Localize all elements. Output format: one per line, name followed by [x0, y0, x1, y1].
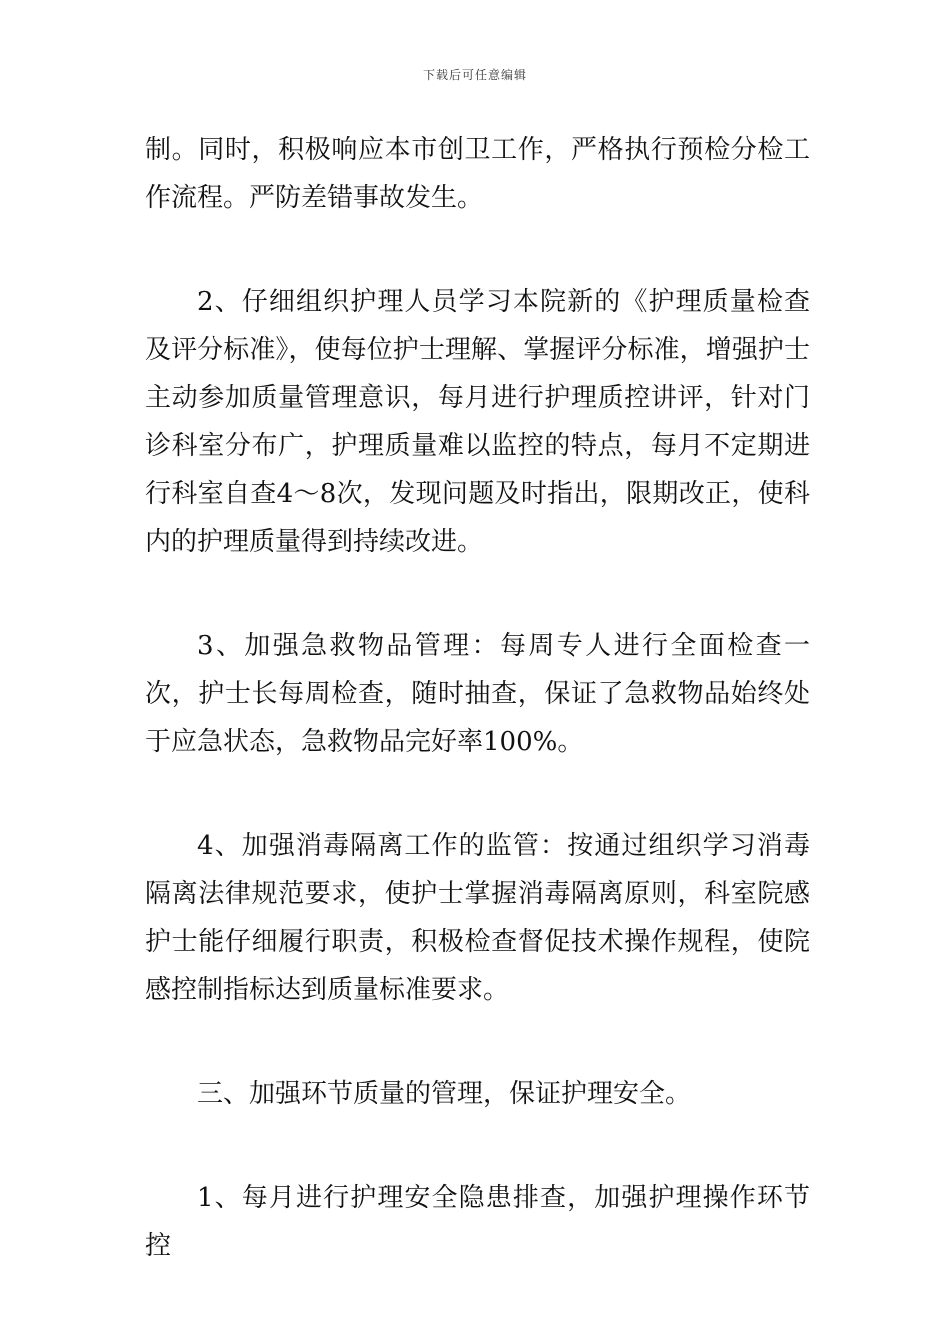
page-header: 下载后可任意编辑: [422, 68, 527, 82]
document-body: [145, 126, 810, 1326]
paragraph-item-2: 2、仔细组织护理人员学习本院新的《护理质量检查及评分标准》，使每位护士理解、掌握评分标准，增强护士主动参加质量管理意识，每月进行护理质控讲评，针对门诊科室分布广，护理质量难以监控的特点，每月不定期进行科室自查4～8次，发现问题及时指出，限期改正，使科内的护理质量得到持续改进。: [145, 287, 810, 557]
paragraph-item-3: 3、加强急救物品管理：每周专人进行全面检查一次，护士长每周检查，随时抽查，保证了急救物品始终处于应急状态，急救物品完好率100%。: [145, 631, 810, 757]
paragraph-item-1: 1、每月进行护理安全隐患排查，加强护理操作环节控: [145, 1183, 810, 1261]
paragraph-continuation: 制。同时，积极响应本市创卫工作，严格执行预检分检工作流程。严防差错事故发生。: [145, 135, 810, 213]
section-heading-3: 三、加强环节质量的管理，保证护理安全。: [197, 1079, 692, 1109]
paragraph-item-4: 4、加强消毒隔离工作的监管：按通过组织学习消毒隔离法律规范要求，使护士掌握消毒隔离原则，科室院感护士能仔细履行职责，积极检查督促技术操作规程，使院感控制指标达到质量标准要求。: [145, 831, 810, 1005]
